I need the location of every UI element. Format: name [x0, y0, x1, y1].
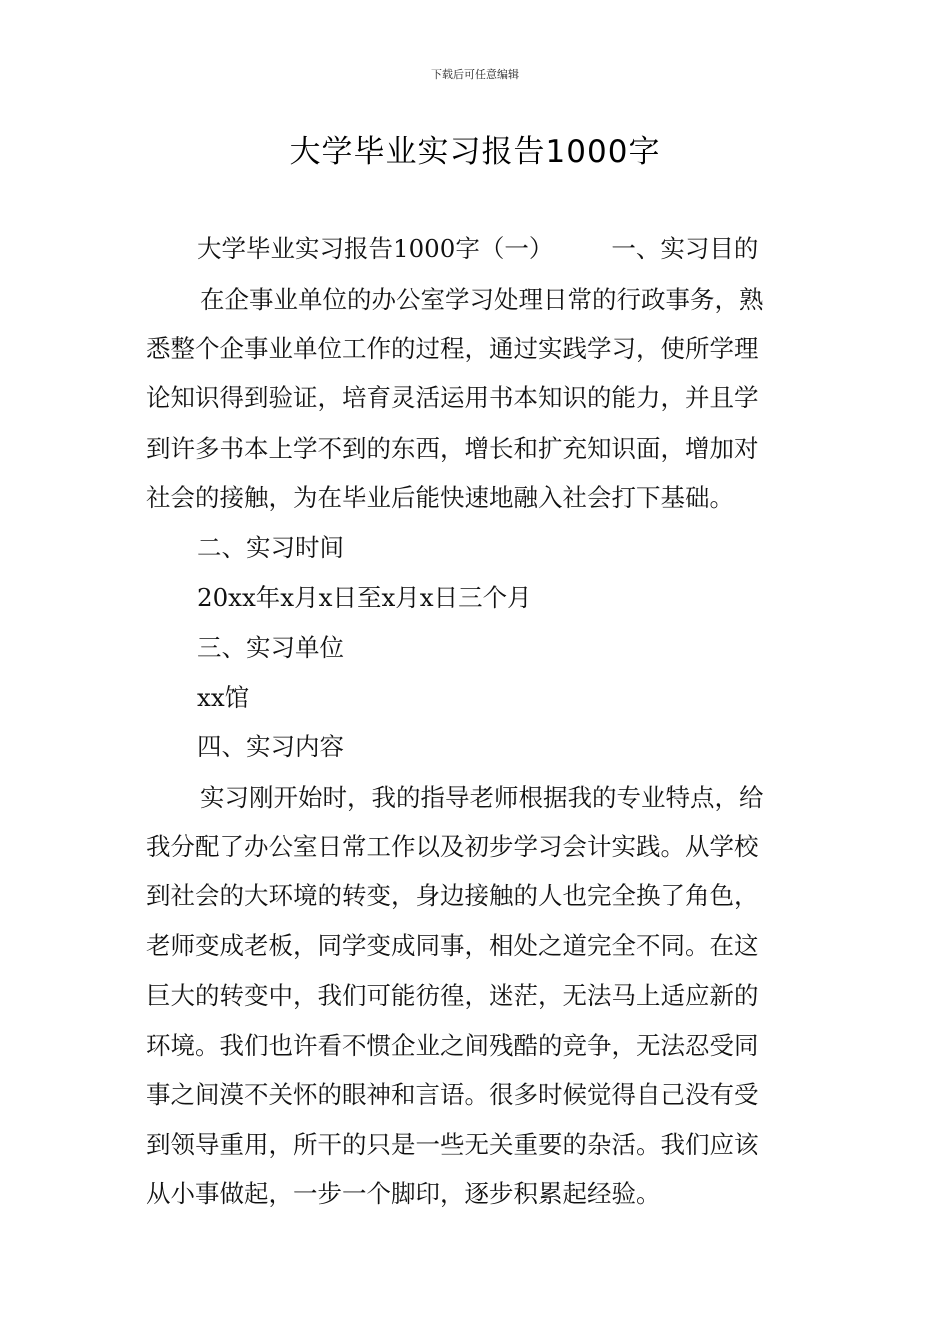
paragraph-line: 到许多书本上学不到的东西，增长和扩充知识面，增加对: [146, 434, 759, 463]
paragraph-line: 事之间漠不关怀的眼神和言语。很多时候觉得自己没有受: [146, 1080, 759, 1109]
report-subtitle: 大学毕业实习报告1000字（一）: [197, 234, 554, 263]
paragraph-line: 巨大的转变中，我们可能彷徨，迷茫，无法马上适应新的: [146, 981, 759, 1010]
paragraph-line: 老师变成老板，同学变成同事，相处之道完全不同。在这: [146, 931, 759, 960]
internship-period: 20xx年x月x日至x月x日三个月: [197, 583, 532, 612]
paragraph-line: 从小事做起，一步一个脚印，逐步积累起经验。: [146, 1179, 661, 1208]
paragraph-line: 我分配了办公室日常工作以及初步学习会计实践。从学校: [146, 832, 759, 861]
section-heading-content: 四、实习内容: [197, 732, 344, 761]
section-heading-time: 二、实习时间: [197, 533, 344, 562]
paragraph-line: 环境。我们也许看不惯企业之间残酷的竞争，无法忍受同: [146, 1031, 759, 1060]
page-title: 大学毕业实习报告1000字: [289, 134, 661, 170]
section-heading-unit: 三、实习单位: [197, 633, 344, 662]
section-heading-purpose: 一、实习目的: [611, 234, 759, 263]
section-intro-line: [197, 232, 867, 266]
paragraph-line: 社会的接触，为在毕业后能快速地融入社会打下基础。: [146, 483, 734, 512]
header-note: 下载后可任意编辑: [431, 68, 519, 81]
paragraph-line: 在企事业单位的办公室学习处理日常的行政事务，熟: [200, 285, 764, 314]
paragraph-line: 论知识得到验证，培育灵活运用书本知识的能力，并且学: [146, 383, 759, 412]
paragraph-line: 到领导重用，所干的只是一些无关重要的杂活。我们应该: [146, 1130, 759, 1159]
paragraph-line: 悉整个企事业单位工作的过程，通过实践学习，使所学理: [146, 334, 759, 363]
paragraph-line: 到社会的大环境的转变，身边接触的人也完全换了角色，: [146, 881, 759, 910]
internship-unit: xx馆: [197, 683, 250, 712]
paragraph-line: 实习刚开始时，我的指导老师根据我的专业特点，给: [200, 783, 764, 812]
